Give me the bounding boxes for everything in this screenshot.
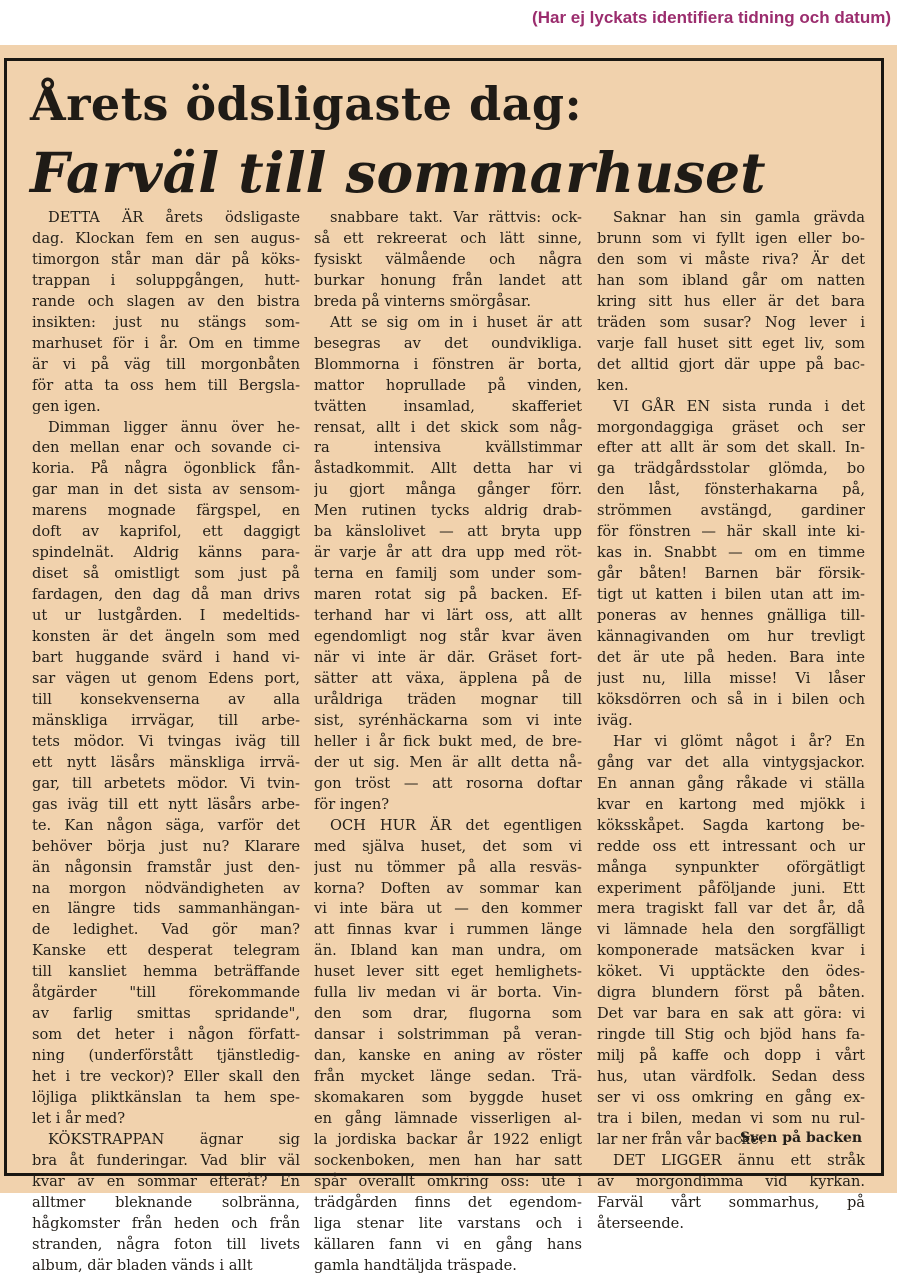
article-line: rensat, allt i det skick som någ- (314, 418, 582, 436)
article-line: ett nytt läsårs mänskliga irrvä- (32, 753, 300, 771)
article-line: går båten! Barnen bär försik- (597, 565, 865, 583)
article-line: VI GÅR EN sista runda i det (613, 397, 865, 415)
article-line: än någonsin framstår just den- (32, 858, 300, 876)
article-column-1 (32, 208, 300, 1277)
article-line: te. Kan någon säga, varför det (32, 816, 300, 834)
article-line: dan, kanske en aning av röster (314, 1047, 582, 1065)
article-line: ba känslolivet — att bryta upp (314, 523, 582, 541)
article-line: heller i år fick bukt med, de bre- (314, 732, 582, 750)
article-line: breda på vinterns smörgåsar. (314, 292, 531, 310)
article-line: OCH HUR ÄR det egentligen (330, 816, 582, 834)
article-line: en längre tids sammanhängan- (32, 900, 300, 918)
article-line: ga trädgårdsstolar glömda, bo (597, 460, 865, 478)
article-line: milj på kaffe och dopp i vårt (597, 1047, 865, 1065)
article-line: Att se sig om in i huset är att (330, 313, 582, 331)
article-line: tvätten insamlad, skafferiet (314, 397, 582, 415)
article-line: koria. På några ögonblick fån- (32, 460, 300, 478)
article-line: diset så omistligt som just på (32, 565, 300, 583)
article-line: korna? Doften av sommar kan (314, 879, 582, 897)
article-line: kring sitt hus eller är det bara (597, 292, 865, 310)
article-line: kännagivanden om hur trevligt (597, 628, 865, 646)
article-line: maren rotat sig på backen. Ef- (314, 586, 582, 604)
article-line: album, där bladen vänds i allt (32, 1256, 253, 1274)
article-line: huset lever sitt eget hemlighets- (314, 963, 582, 981)
article-line: fysiskt välmående och några (314, 250, 582, 268)
article-line: för ingen? (314, 795, 390, 813)
newspaper-clipping (0, 45, 897, 1274)
article-line: dag. Klockan fem en sen augus- (32, 229, 300, 247)
article-line: DET LIGGER ännu ett stråk (613, 1151, 865, 1169)
article-line: än. Ibland kan man undra, om (314, 942, 582, 960)
article-line: Blommorna i fönstren är borta, (314, 355, 582, 373)
article-line: trappan i soluppgången, hutt- (32, 271, 300, 289)
article-line: när vi inte är där. Gräset fort- (314, 649, 582, 667)
article-line: komponerade matsäcken kvar i (597, 942, 865, 960)
article-line: källaren fann vi en gång hans (314, 1235, 582, 1253)
article-line: den som drar, flugorna som (314, 1005, 582, 1023)
article-line: ut ur lustgården. I medeltids- (32, 607, 300, 625)
article-line: träden som susar? Nog lever i (597, 313, 865, 331)
article-line: marens mognade färgspel, en (32, 502, 300, 520)
article-line: just nu tömmer på alla resväs- (314, 858, 582, 876)
article-line: KÖKSTRAPPAN ägnar sig (48, 1130, 300, 1148)
article-line: gas iväg till ett nytt läsårs arbe- (32, 795, 300, 813)
article-line: efter att allt är som det skall. In- (597, 439, 865, 457)
signature: Sven på backen (740, 1130, 863, 1146)
article-line: hågkomster från heden och från (32, 1214, 300, 1232)
article-line: mänskliga irrvägar, till arbe- (32, 711, 300, 729)
article-line: ser vi oss omkring en gång ex- (597, 1089, 865, 1107)
article-line: timorgon står man där på köks- (32, 250, 300, 268)
article-line: han som ibland går om natten (597, 271, 865, 289)
article-line: marhuset för i år. Om en timme (32, 334, 300, 352)
article-line: tets mödor. Vi tvingas iväg till (32, 732, 300, 750)
article-line: av morgondimma vid kyrkan. (597, 1172, 865, 1190)
article-line: med själva huset, det som vi (314, 837, 582, 855)
article-line: bra åt funderingar. Vad blir väl (32, 1151, 300, 1169)
article-line: den som vi måste riva? Är det (597, 250, 865, 268)
article-line: behöver börja just nu? Klarare (32, 837, 300, 855)
article-line: lar ner från vår backe. (597, 1130, 764, 1148)
article-line: det alltid gjort där uppe på bac- (597, 355, 865, 373)
headline: Årets ödsligaste dag: (30, 77, 583, 131)
article-line: Kanske ett desperat telegram (32, 942, 300, 960)
article-line: köksskåpet. Sagda kartong be- (597, 816, 865, 834)
article-line: na morgon nödvändigheten av (32, 879, 300, 897)
article-line: just nu, lilla misse! Vi låser (597, 669, 865, 687)
article-line: ringde till Stig och bjöd hans fa- (597, 1026, 865, 1044)
article-line: Det var bara en sak att göra: vi (597, 1005, 865, 1023)
article-line: liga stenar lite varstans och i (314, 1214, 582, 1232)
article-line: En annan gång råkade vi ställa (597, 774, 865, 792)
subheadline: Farväl till sommarhuset (30, 140, 766, 205)
article-line: der ut sig. Men är allt detta nå- (314, 753, 582, 771)
article-line: fulla liv medan vi är borta. Vin- (314, 984, 582, 1002)
article-line: är vi på väg till morgonbåten (32, 355, 300, 373)
article-line: gång var det alla vintygsjackor. (597, 753, 865, 771)
article-line: strömmen avstängd, gardiner (597, 502, 865, 520)
article-line: vi inte bära ut — den kommer (314, 900, 582, 918)
article-line: varje fall huset sitt eget liv, som (597, 334, 865, 352)
article-column-3 (597, 208, 865, 1235)
article-line: till kansliet hemma beträffande (32, 963, 300, 981)
article-line: stranden, några foton till livets (32, 1235, 300, 1253)
article-line: den mellan enar och sovande ci- (32, 439, 300, 457)
article-line: Har vi glömt något i år? En (613, 732, 865, 750)
article-line: sar vägen ut genom Edens port, (32, 669, 300, 687)
article-line: spår överallt omkring oss: ute i (314, 1172, 582, 1190)
article-line: egendomligt nog står kvar även (314, 628, 582, 646)
article-line: mera tragiskt fall var det år, då (597, 900, 865, 918)
article-line: poneras av hennes gnälliga till- (597, 607, 865, 625)
article-line: gamla handtäljda träspade. (314, 1256, 517, 1274)
article-line: trädgården finns det egendom- (314, 1193, 582, 1211)
article-line: för fönstren — här skall inte ki- (597, 523, 865, 541)
article-line: rande och slagen av den bistra (32, 292, 300, 310)
article-line: morgondaggiga gräset och ser (597, 418, 865, 436)
article-line: många synpunkter oförgätligt (597, 858, 865, 876)
article-line: hus, utan värdfolk. Sedan dess (597, 1068, 865, 1086)
article-line: uråldriga träden mognar till (314, 690, 582, 708)
article-line: den låst, fönsterhakarna på, (597, 481, 865, 499)
article-line: kas in. Snabbt — om en timme (597, 544, 865, 562)
article-line: brunn som vi fyllt igen eller bo- (597, 229, 865, 247)
article-line: det är ute på heden. Bara inte (597, 649, 865, 667)
article-line: sockenboken, men han har satt (314, 1151, 582, 1169)
article-line: kvar av en sommar efteråt? En (32, 1172, 300, 1190)
article-line: en gång lämnade visserligen al- (314, 1109, 582, 1127)
article-line: gen igen. (32, 397, 101, 415)
article-line: het i tre veckor)? Eller skall den (32, 1068, 300, 1086)
article-line: ra intensiva kvällstimmar (314, 439, 582, 457)
source-note: (Har ej lyckats identifiera tidning och datum) (532, 8, 891, 27)
article-line: snabbare takt. Var rättvis: ock- (330, 209, 582, 226)
article-line: är varje år att dra upp med röt- (314, 544, 582, 562)
article-line: spindelnät. Aldrig känns para- (32, 544, 300, 562)
article-line: let i år med? (32, 1109, 126, 1127)
article-line: experiment påföljande juni. Ett (597, 879, 865, 897)
article-line: gar man in det sista av sensom- (32, 481, 300, 499)
article-line: konsten är det ängeln som med (32, 628, 300, 646)
article-line: kvar en kartong med mjökk i (597, 795, 865, 813)
article-line: terna en familj som under som- (314, 565, 582, 583)
article-line: ju gjort många gånger förr. (314, 481, 582, 499)
article-line: doft av kaprifol, ett daggigt (32, 523, 300, 541)
article-line: köket. Vi upptäckte den ödes- (597, 963, 865, 981)
article-line: Farväl vårt sommarhus, på (597, 1193, 865, 1211)
article-line: besegras av det oundvikliga. (314, 334, 582, 352)
article-line: iväg. (597, 711, 633, 729)
article-line: gon tröst — att rosorna doftar (314, 774, 582, 792)
article-line: terhand har vi lärt oss, att allt (314, 607, 582, 625)
article-line: från mycket länge sedan. Trä- (314, 1068, 582, 1086)
article-line: gar, till arbetets mödor. Vi tvin- (32, 774, 300, 792)
article-line: la jordiska backar år 1922 enligt (314, 1130, 582, 1148)
article-line: att finnas kvar i rummen länge (314, 921, 582, 939)
article-line: DETTA ÄR årets ödsligaste (48, 209, 300, 226)
article-line: vi lämnade hela den sorgfälligt (597, 921, 865, 939)
article-line: sätter att växa, äpplena på de (314, 669, 582, 687)
article-line: så ett rekreerat och lätt sinne, (314, 229, 582, 247)
article-column-2 (314, 208, 582, 1277)
article-line: Dimman ligger ännu över he- (48, 418, 300, 436)
article-line: Men rutinen tycks aldrig drab- (314, 502, 582, 520)
article-line: de ledighet. Vad gör man? (32, 921, 300, 939)
article-line: tigt ut katten i bilen utan att im- (597, 586, 865, 604)
article-line: Saknar han sin gamla grävda (613, 209, 865, 226)
article-line: åstadkommit. Allt detta har vi (314, 460, 582, 478)
article-line: digra blundern först på båten. (597, 984, 865, 1002)
article-line: mattor hoprullade på vinden, (314, 376, 582, 394)
article-line: löjliga pliktkänslan ta hem spe- (32, 1089, 300, 1107)
article-line: insikten: just nu stängs som- (32, 313, 300, 331)
article-line: köksdörren och så in i bilen och (597, 690, 865, 708)
article-line: redde oss ett intressant och ur (597, 837, 865, 855)
article-line: till konsekvenserna av alla (32, 690, 300, 708)
article-line: ken. (597, 376, 629, 394)
article-line: ning (underförstått tjänstledig- (32, 1047, 300, 1065)
article-line: alltmer bleknande solbränna, (32, 1193, 300, 1211)
article-line: skomakaren som byggde huset (314, 1089, 582, 1107)
article-line: som det heter i någon författ- (32, 1026, 300, 1044)
article-line: dansar i solstrimman på veran- (314, 1026, 582, 1044)
article-line: fardagen, den dag då man drivs (32, 586, 300, 604)
article-line: återseende. (597, 1214, 684, 1232)
article-line: för atta ta oss hem till Bergsla- (32, 376, 300, 394)
article-line: av farlig smittas spridande", (32, 1005, 300, 1023)
article-line: åtgärder "till förekommande (32, 984, 300, 1002)
article-line: sist, syrénhäckarna som vi inte (314, 711, 582, 729)
article-line: bart huggande svärd i hand vi- (32, 649, 300, 667)
article-line: burkar honung från landet att (314, 271, 582, 289)
article-line: tra i bilen, medan vi som nu rul- (597, 1109, 865, 1127)
